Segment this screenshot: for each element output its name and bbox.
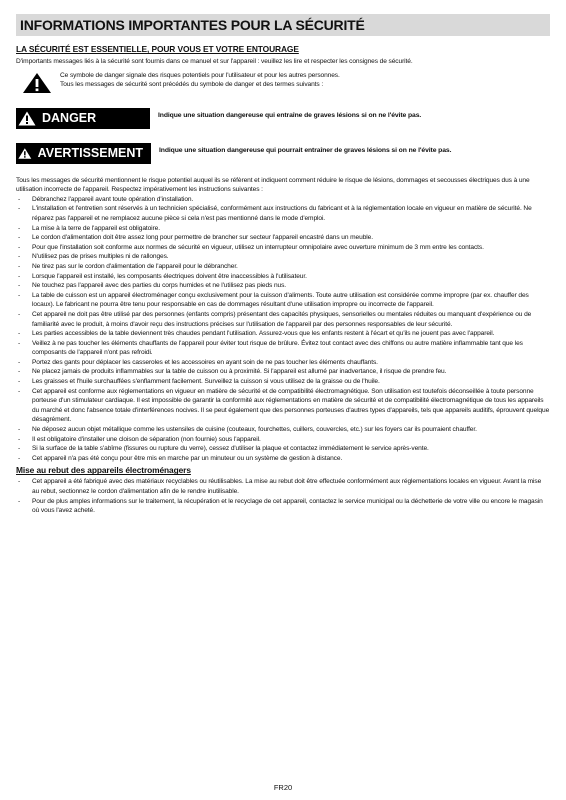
list-item: - Cet appareil a été fabriqué avec des matériaux recyclables ou réutilisables. La mise au rebut doit être effectuée conformément aux réglementations locales en vigueur. Avant la mise au rebut, sectionnez le cordon d'alimentation afin de le rendre inutilisable.: [16, 477, 550, 496]
list-item: - Débranchez l'appareil avant toute opération d'installation.: [16, 195, 550, 205]
list-item: - Il est obligatoire d'installer une cloison de séparation (non fournie) sous l'appareil.: [16, 435, 550, 445]
section-heading-disposal: Mise au rebut des appareils électroménagers: [16, 465, 191, 476]
danger-label: [16, 108, 150, 129]
list-item: - Ne placez jamais de produits inflammables sur la table de cuisson ou à proximité. Si l'appareil est allumé par inadvertance, il risque de prendre feu.: [16, 367, 550, 377]
list-item: - Les parties accessibles de la table deviennent très chaudes pendant l'utilisation. Assurez-vous que les enfants restent à l'écart et qu'ils ne jouent pas avec l'appareil.: [16, 329, 550, 339]
page-number: FR20: [273, 783, 293, 792]
warning-description: Indique une situation dangereuse qui pourrait entraîner de graves lésions si on ne l'évite pas.: [159, 146, 452, 154]
danger-label-text: DANGER: [42, 111, 97, 126]
list-item: - Veillez à ne pas toucher les éléments chauffants de l'appareil pour éviter tout risque de brûlure. Évitez tout contact avec des chiffons ou autre matière inflammable tant que les composants de l'appareil n'ont pas refroidi.: [16, 339, 550, 358]
list-item: - Ne tirez pas sur le cordon d'alimentation de l'appareil pour le débrancher.: [16, 262, 550, 272]
danger-symbol-explanation: [16, 71, 550, 94]
list-item: - Portez des gants pour déplacer les casseroles et les accessoires en ayant soin de ne pas toucher les éléments chauffants.: [16, 358, 550, 368]
safety-intro: D'importants messages liés à la sécurité sont fournis dans ce manuel et sur l'appareil : veuillez les lire et respecter les consignes de sécurité.: [16, 58, 413, 65]
list-item: - Ne touchez pas l'appareil avec des parties du corps humides et ne l'utilisez pas pieds nus.: [16, 281, 550, 291]
warning-triangle-icon: [18, 146, 32, 161]
list-item: - Cet appareil n'a pas été conçu pour être mis en marche par un minuteur ou un système de gestion à distance.: [16, 454, 550, 464]
safety-instructions-list: [16, 195, 550, 464]
list-item: - La table de cuisson est un appareil électroménager conçu exclusivement pour la cuisson d'aliments. Toute autre utilisation est considérée comme impropre (par ex. chauffer des locaux). Le fabricant ne pourra être tenu pour responsable en cas de dommages résultant d'une utilisation impropre ou incorrecte de l'appareil.: [16, 291, 550, 310]
list-item: - La mise à la terre de l'appareil est obligatoire.: [16, 224, 550, 234]
danger-row: [16, 108, 550, 129]
list-item: - Le cordon d'alimentation doit être assez long pour permettre de brancher sur secteur l'appareil encastré dans un meuble.: [16, 233, 550, 243]
list-item: - N'utilisez pas de prises multiples ni de rallonges.: [16, 252, 550, 262]
list-item: - Cet appareil est conforme aux réglementations en vigueur en matière de sécurité et de compatibilité électromagnétique. Son utilisation est toutefois déconseillée à toute personne porteuse d'un stimulateur cardiaque. Il est impossible de garantir la conformité aux réglementations en matière de sécurité et de compatibilité électromagnétique de tous les appareils du marché et donc l'absence totale d'interférences nocives. Il se peut également que des personnes porteuses d'autres types d'appareils, tels que appareils auditifs, éprouvent quelque désagrément.: [16, 387, 550, 425]
symbol-text-1: Ce symbole de danger signale des risques potentiels pour l'utilisateur et pour les autres personnes.: [60, 71, 340, 79]
list-item: - Pour que l'installation soit conforme aux normes de sécurité en vigueur, utilisez un interrupteur omnipolaire avec ouverture minimum de 3 mm entre les contacts.: [16, 243, 550, 253]
list-item: - Pour de plus amples informations sur le traitement, la récupération et le recyclage de cet appareil, contactez le service municipal ou la déchetterie de votre ville ou encore le magasin où vous l'avez acheté.: [16, 497, 550, 516]
disposal-list: [16, 477, 550, 515]
list-item: - Les graisses et l'huile surchauffées s'enflamment facilement. Surveillez la cuisson si vous utilisez de la graisse ou de l'huile.: [16, 377, 550, 387]
warning-label: [16, 143, 151, 164]
general-intro: Tous les messages de sécurité mentionnent le risque potentiel auquel ils se réfèrent et indiquent comment réduire le risque de lésions, dommages et secousses électriques dus à une utilisation incorrecte de l'appareil. Respectez impérativement les instructions suivantes :: [16, 176, 530, 194]
list-item: - Lorsque l'appareil est installé, les composants électriques doivent être inaccessibles à l'utilisateur.: [16, 272, 550, 282]
list-item: - Si la surface de la table s'abîme (fissures ou rupture du verre), cessez d'utiliser la plaque et contactez immédiatement le service après-vente.: [16, 444, 550, 454]
list-item: - L'installation et l'entretien sont réservés à un technicien spécialisé, conformément aux instructions du fabricant et à la réglementation locale en vigueur en matière de sécurité. Ne réparez pas l'appareil et ne remplacez aucune pièce si cela n'est pas mentionné dans le mode d'emploi.: [16, 204, 550, 223]
page: [16, 14, 550, 516]
warning-label-text: AVERTISSEMENT: [37, 146, 143, 161]
list-item: - Cet appareil ne doit pas être utilisé par des personnes (enfants compris) présentant des capacités physiques, sensorielles ou mentales réduites ou manquant d'expérience ou de familiarité avec le produit, à moins d'avoir reçu des instructions précises sur l'utilisation de l'appareil par des personnes responsables de leur sécurité.: [16, 310, 550, 329]
list-item: - Ne déposez aucun objet métallique comme les ustensiles de cuisine (couteaux, fourchettes, cuillers, couvercles, etc.) sur les foyers car ils pourraient chauffer.: [16, 425, 550, 435]
section-heading-safety: LA SÉCURITÉ EST ESSENTIELLE, POUR VOUS ET VOTRE ENTOURAGE: [16, 44, 299, 54]
danger-description: Indique une situation dangereuse qui entraîne de graves lésions si on ne l'évite pas.: [158, 111, 422, 119]
page-title: INFORMATIONS IMPORTANTES POUR LA SÉCURITÉ: [16, 14, 550, 36]
warning-row: [16, 143, 550, 164]
warning-triangle-icon: [22, 72, 52, 94]
symbol-text-2: Tous les messages de sécurité sont précédés du symbole de danger et des termes suivants :: [60, 81, 324, 89]
warning-triangle-icon: [18, 111, 36, 126]
